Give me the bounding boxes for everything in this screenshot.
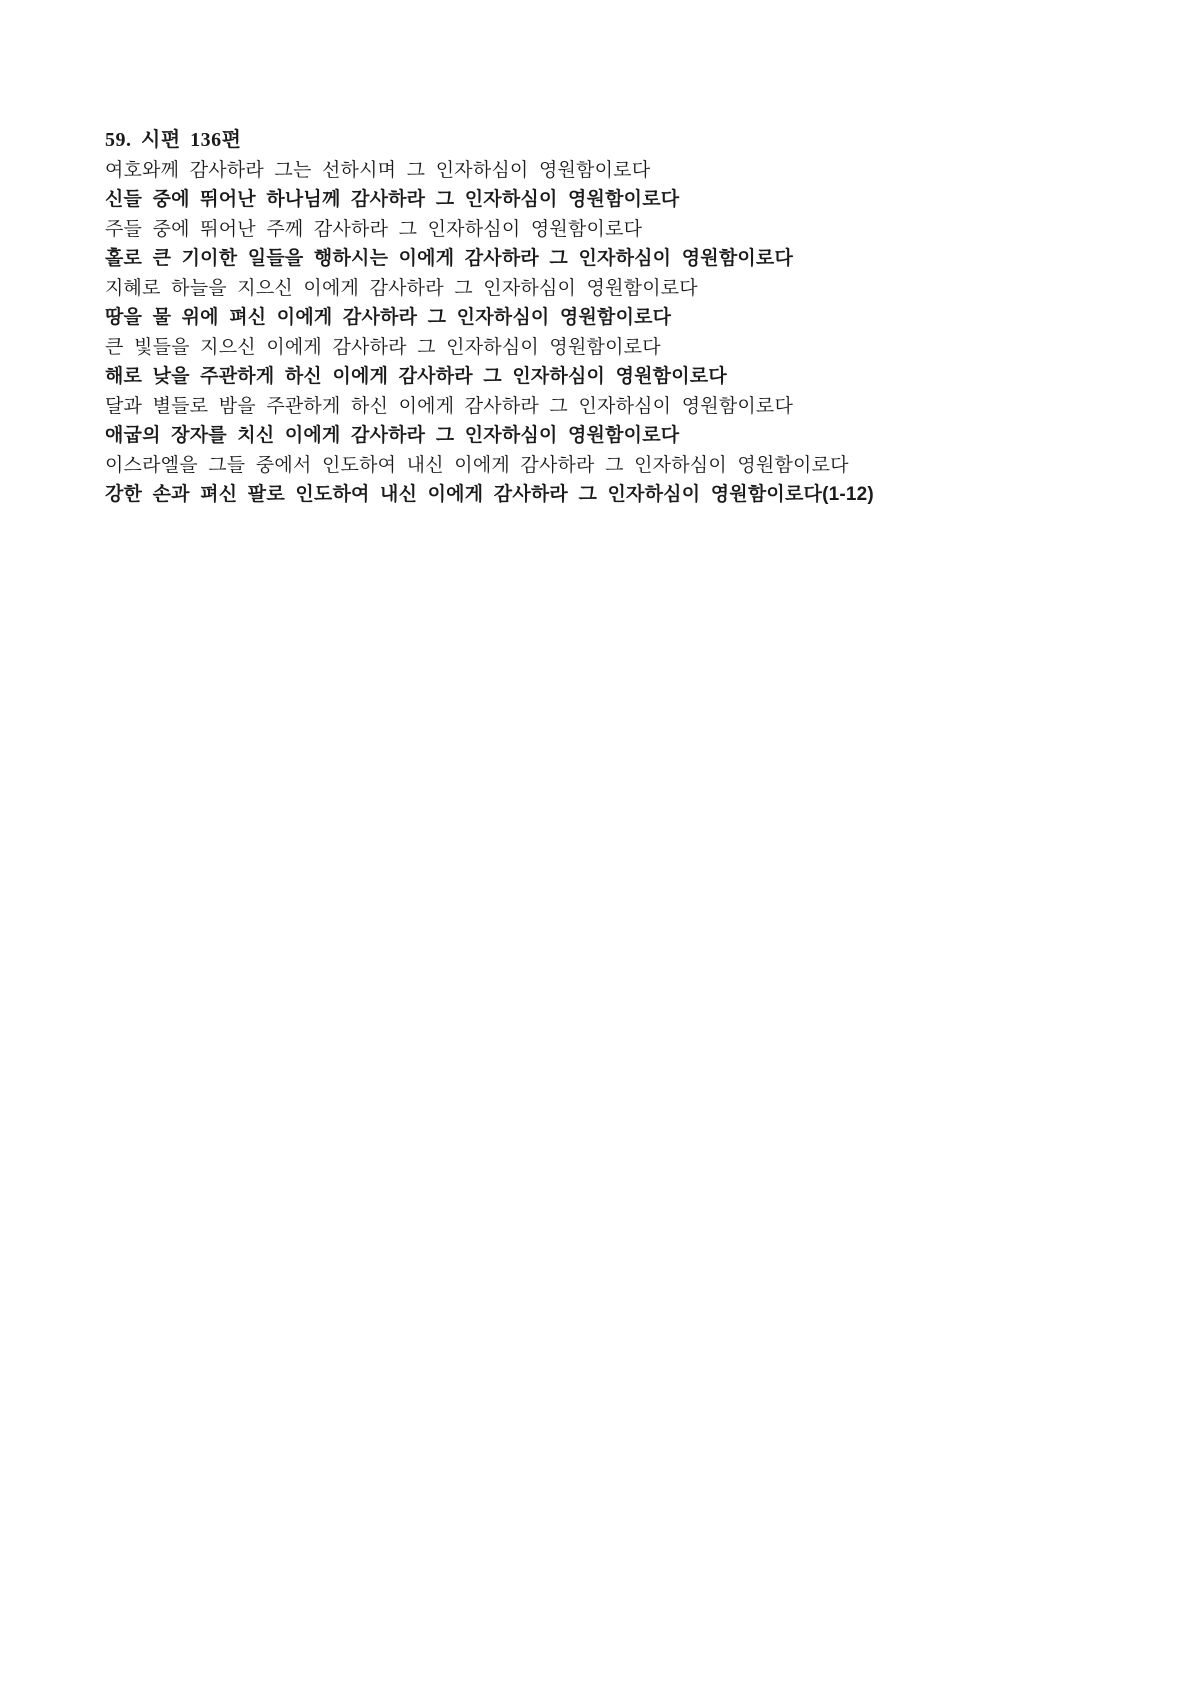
verse-line: 땅을 물 위에 펴신 이에게 감사하라 그 인자하심이 영원함이로다 bbox=[105, 307, 672, 328]
psalm-text-block bbox=[105, 126, 1095, 510]
verse-line: 달과 별들로 밤을 주관하게 하신 이에게 감사하라 그 인자하심이 영원함이로다 bbox=[105, 395, 794, 417]
verse-line: 홀로 큰 기이한 일들을 행하시는 이에게 감사하라 그 인자하심이 영원함이로다 bbox=[105, 248, 794, 269]
verse-line: 애굽의 장자를 치신 이에게 감사하라 그 인자하심이 영원함이로다 bbox=[105, 425, 680, 446]
verse-line: 주들 중에 뛰어난 주께 감사하라 그 인자하심이 영원함이로다 bbox=[105, 218, 643, 240]
verse-line: 해로 낮을 주관하게 하신 이에게 감사하라 그 인자하심이 영원함이로다 bbox=[105, 366, 727, 387]
verse-line: 지혜로 하늘을 지으신 이에게 감사하라 그 인자하심이 영원함이로다 bbox=[105, 277, 698, 299]
verse-line: 강한 손과 펴신 팔로 인도하여 내신 이에게 감사하라 그 인자하심이 영원함이로다(1-12) bbox=[105, 484, 874, 505]
verse-line: 큰 빛들을 지으신 이에게 감사하라 그 인자하심이 영원함이로다 bbox=[105, 336, 661, 358]
verse-line: 이스라엘을 그들 중에서 인도하여 내신 이에게 감사하라 그 인자하심이 영원함이로다 bbox=[105, 454, 849, 476]
page-title: 59. 시편 136편 bbox=[105, 129, 242, 151]
verse-line: 여호와께 감사하라 그는 선하시며 그 인자하심이 영원함이로다 bbox=[105, 159, 651, 181]
verse-line: 신들 중에 뛰어난 하나님께 감사하라 그 인자하심이 영원함이로다 bbox=[105, 189, 680, 210]
